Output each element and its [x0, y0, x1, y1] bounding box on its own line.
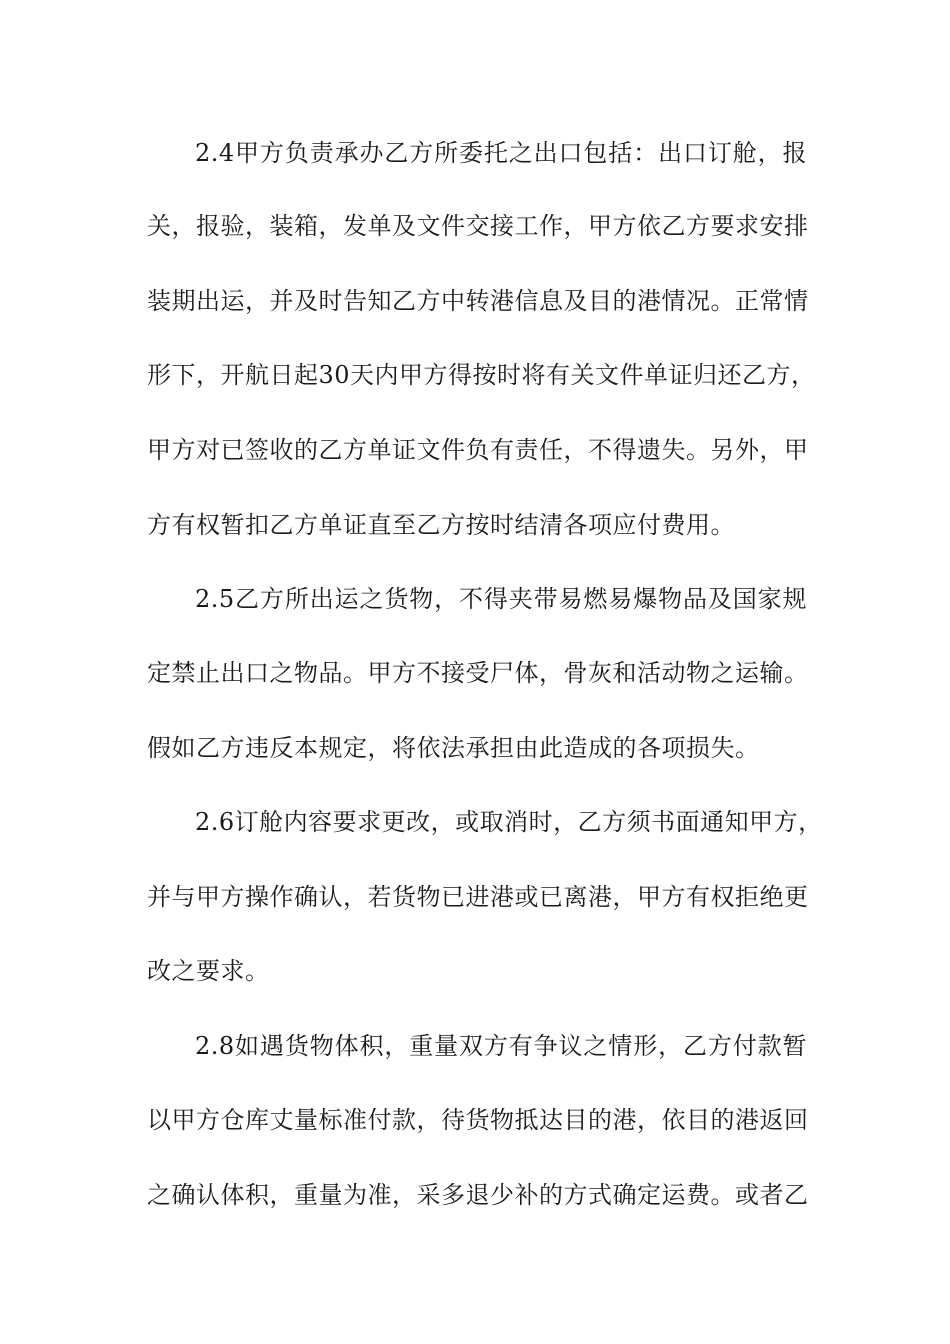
clause-2-4-line-1: 2.4甲方负责承办乙方所委托之出口包括：出口订舱，报 — [195, 139, 807, 167]
clause-2-4-line-4: 形下，开航日起30天内甲方得按时将有关文件单证归还乙方， — [147, 361, 816, 389]
clause-2-5-line-3: 假如乙方违反本规定，将依法承担由此造成的各项损失。 — [147, 734, 760, 762]
clause-2-6-line-1: 2.6订舱内容要求更改，或取消时，乙方须书面通知甲方， — [195, 808, 823, 836]
clause-2-6-line-2: 并与甲方操作确认，若货物已进港或已离港，甲方有权拒绝更 — [147, 883, 809, 911]
clause-2-5-line-1: 2.5乙方所出运之货物，不得夹带易燃易爆物品及国家规 — [195, 585, 807, 613]
clause-2-8-line-3: 之确认体积，重量为准，采多退少补的方式确定运费。或者乙 — [147, 1181, 809, 1209]
clause-2-8-line-1: 2.8如遇货物体积，重量双方有争议之情形，乙方付款暂 — [195, 1032, 807, 1060]
clause-2-4-line-5: 甲方对已签收的乙方单证文件负有责任，不得遗失。另外，甲 — [147, 436, 809, 464]
clause-2-8-line-2: 以甲方仓库丈量标准付款，待货物抵达目的港，依目的港返回 — [147, 1106, 809, 1134]
clause-2-6-line-3: 改之要求。 — [147, 957, 270, 985]
clause-2-4-line-6: 方有权暂扣乙方单证直至乙方按时结清各项应付费用。 — [147, 511, 735, 539]
clause-2-4-line-3: 装期出运，并及时告知乙方中转港信息及目的港情况。正常情 — [147, 287, 809, 315]
clause-2-4-line-2: 关，报验，装箱，发单及文件交接工作，甲方依乙方要求安排 — [147, 212, 809, 240]
clause-2-5-line-2: 定禁止出口之物品。甲方不接受尸体，骨灰和活动物之运输。 — [147, 659, 809, 687]
